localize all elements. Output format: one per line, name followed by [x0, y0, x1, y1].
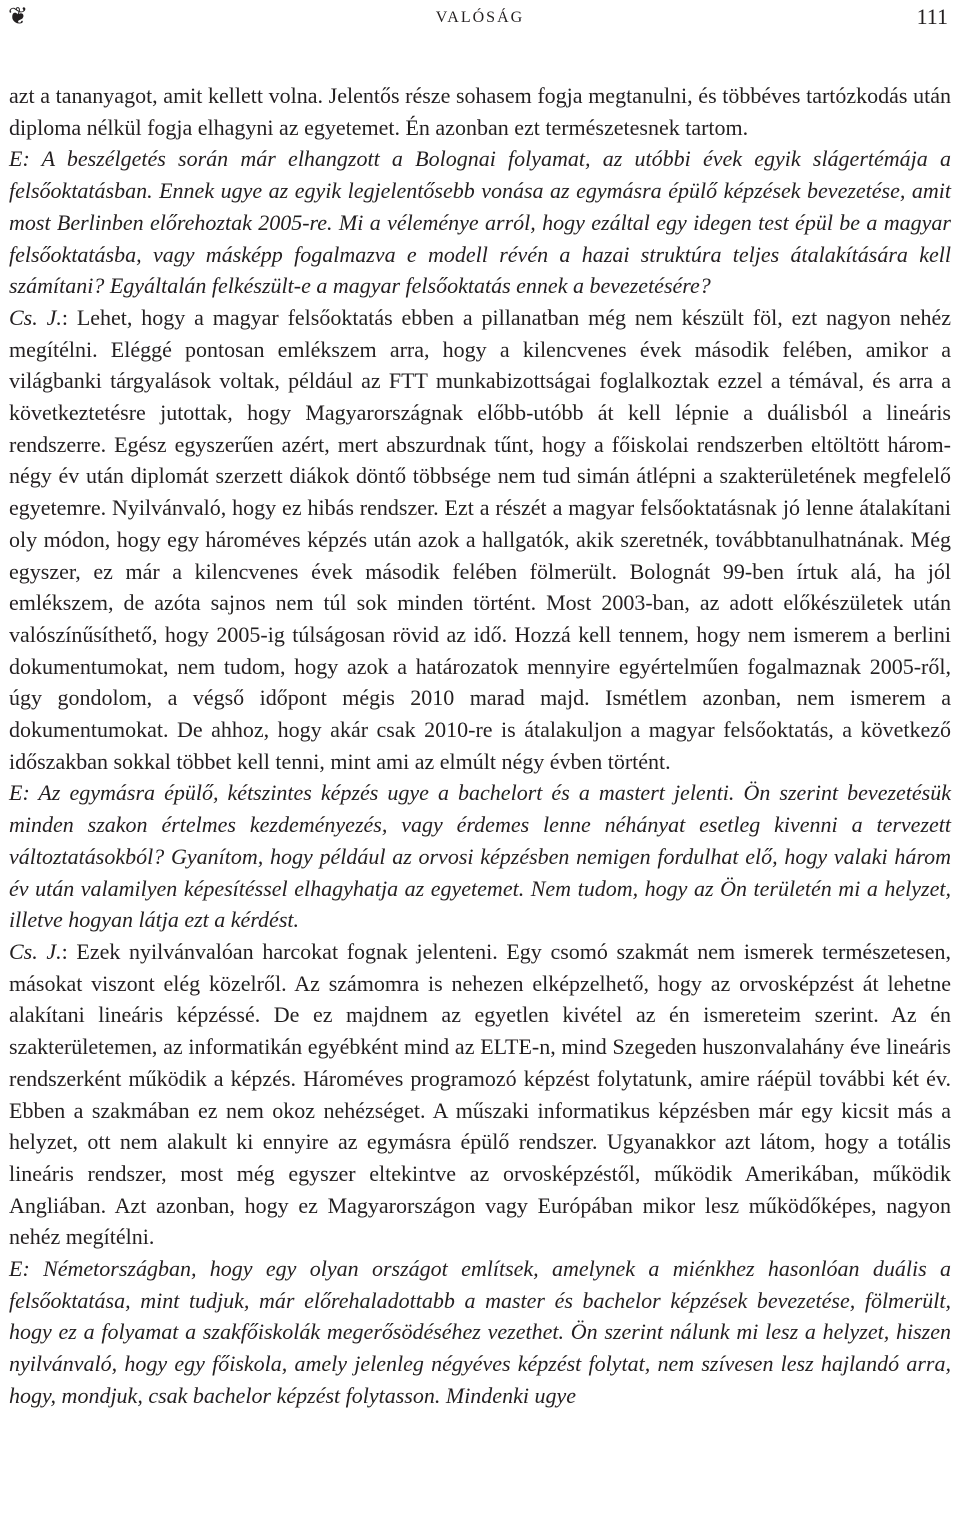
page-header: [0, 0, 960, 40]
paragraph-question: [9, 1253, 951, 1412]
paragraph-text: azt a tananyagot, amit kellett volna. Jelentős része sohasem fogja megtanulni, és többéves tartózkodás után diploma nélkül fogja elhagyni az egyetemet. Én azonban ezt természetesnek tartom.: [9, 83, 951, 140]
paragraph-answer: [9, 936, 951, 1253]
paragraph-text: E: Az egymásra épülő, kétszintes képzés ugye a bachelort és a mastert jelenti. Ön szerint bevezetésük minden szakon értelmes kezdeményezés, vagy érdemes lenne néhányat esetleg kivenni a tervezett változtatásokból? Gyanítom, hogy például az orvosi képzésben nemigen fordulhat elő, hogy valaki három év után valamilyen képesítéssel elhagyhatja az egyetemet. Nem tudom, hogy az Ön területén mi a helyzet, illetve hogyan látja ezt a kérdést.: [9, 780, 951, 933]
paragraph-question: [9, 143, 951, 302]
page-number: 111: [916, 4, 948, 29]
paragraph-answer-continued: [9, 80, 951, 143]
leaf-ornament-icon: ❦: [8, 2, 29, 30]
body-text: [9, 80, 951, 1412]
paragraph-answer: [9, 302, 951, 778]
speaker-label: Cs. J.: [9, 304, 62, 330]
paragraph-text: : Lehet, hogy a magyar felsőoktatás ebben a pillanatban még nem készült föl, ezt nagyon nehéz megítélni. Eléggé pontosan emlékszem arra, hogy a kilencvenes évek második felében, amikor a világbanki tárgyalások voltak, például az FTT munkabizottságai foglalkoztak ezzel a témával, és arra a következtetésre jutottak, hogy Magyarországnak előbb-utóbb át kell lépnie a duálisból a lineáris rendszerre. Egész egyszerűen azért, mert abszurdnak tűnt, hogy a főiskolai rendszerben eltöltött három-négy év után diplomát szerzett diákok döntő többsége nem tud simán átlépni a szakterületének megfelelő egyetemre. Nyilvánvaló, hogy ez hibás rendszer. Ezt a részét a magyar felsőoktatásnak jó lenne átalakítani oly módon, hogy egy hároméves képzés után azok a hallgatók, akik szeretnék, továbbtanulhatnának. Még egyszer, ez már a kilencvenes évek második felében fölmerült. Bolognát 99-ben írtuk alá, ha jól emlékszem, de azóta sajnos nem túl sok minden történt. Most 2003-ban, az adott előkészületek után valószínűsíthető, hogy 2005-ig túlságosan rövid az idő. Hozzá kell tennem, hogy nem ismerem a berlini dokumentumokat, nem tudom, hogy azok a határozatok mennyire egyértelműen fogalmaznak 2005-ről, úgy gondolom, a végső időpont mégis 2010 marad majd. Ismétlem azonban, nem ismerem a dokumentumokat. De ahhoz, hogy akár csak 2010-re is átalakuljon a magyar felsőoktatás, a következő időszakban sokkal többet kell tenni, mint ami az elmúlt négy évben történt.: [9, 304, 951, 774]
paragraph-text: : Ezek nyilvánvalóan harcokat fognak jelenteni. Egy csomó szakmát nem ismerek természetesen, másokat viszont elég közelről. Az számomra is nehezen elképzelhető, hogy az orvosképzést át lehetne alakítani lineáris képzéssé. De ez majdnem az egyetlen kivétel az én ismereteim szerint. Az én szakterületemen, az informatikán egyébként mind az ELTE-n, mind Szegeden huszonvalahány éve lineáris rendszerként működik a képzés. Hároméves programozó képzést folytatunk, amire ráépül további két év. Ebben a szakmában ez nem okoz nehézséget. A műszaki informatikus képzésben már egy kicsit más a helyzet, ott nem alakult ki ennyire az egymásra épülő rendszer. Ugyanakkor azt látom, hogy a totális lineáris rendszer, most még egyszer eltekintve az orvosképzéstől, működik Amerikában, működik Angliában. Azt azonban, hogy ez Magyarországon vagy Európában mikor lesz működőképes, nagyon nehéz megítélni.: [9, 938, 951, 1250]
paragraph-text: E: Németországban, hogy egy olyan országot említsek, amelynek a miénkhez hasonlóan duális a felsőoktatása, mint tudjuk, már előrehaladottabb a master és bachelor képzések bevezetése, fölmerült, hogy ez a folyamat a szakfőiskolák megerősödéséhez vezethet. Ön szerint nálunk mi lesz a helyzet, hiszen nyilvánvaló, hogy egy főiskola, amely jelenleg négyéves képzést folytat, nem szívesen lesz hajlandó arra, hogy, mondjuk, csak bachelor képzést folytasson. Mindenki ugye: [9, 1256, 951, 1408]
running-title: VALÓSÁG: [435, 9, 525, 26]
speaker-label: Cs. J.: [9, 938, 62, 964]
paragraph-text: E: A beszélgetés során már elhangzott a Bolognai folyamat, az utóbbi évek egyik slágertémája a felsőoktatásban. Ennek ugye az egyik legjelentősebb vonása az egymásra épülő képzések bevezetése, amit most Berlinben előrehoztak 2005-re. Mi a véleménye arról, hogy ezáltal egy idegen test épül be a magyar felsőoktatásba, vagy másképp fogalmazva e modell révén a hazai struktúra teljes átalakítására kell számítani? Egyáltalán felkészült-e a magyar felsőoktatás ennek a bevezetésére?: [9, 146, 951, 299]
paragraph-question: [9, 777, 951, 936]
